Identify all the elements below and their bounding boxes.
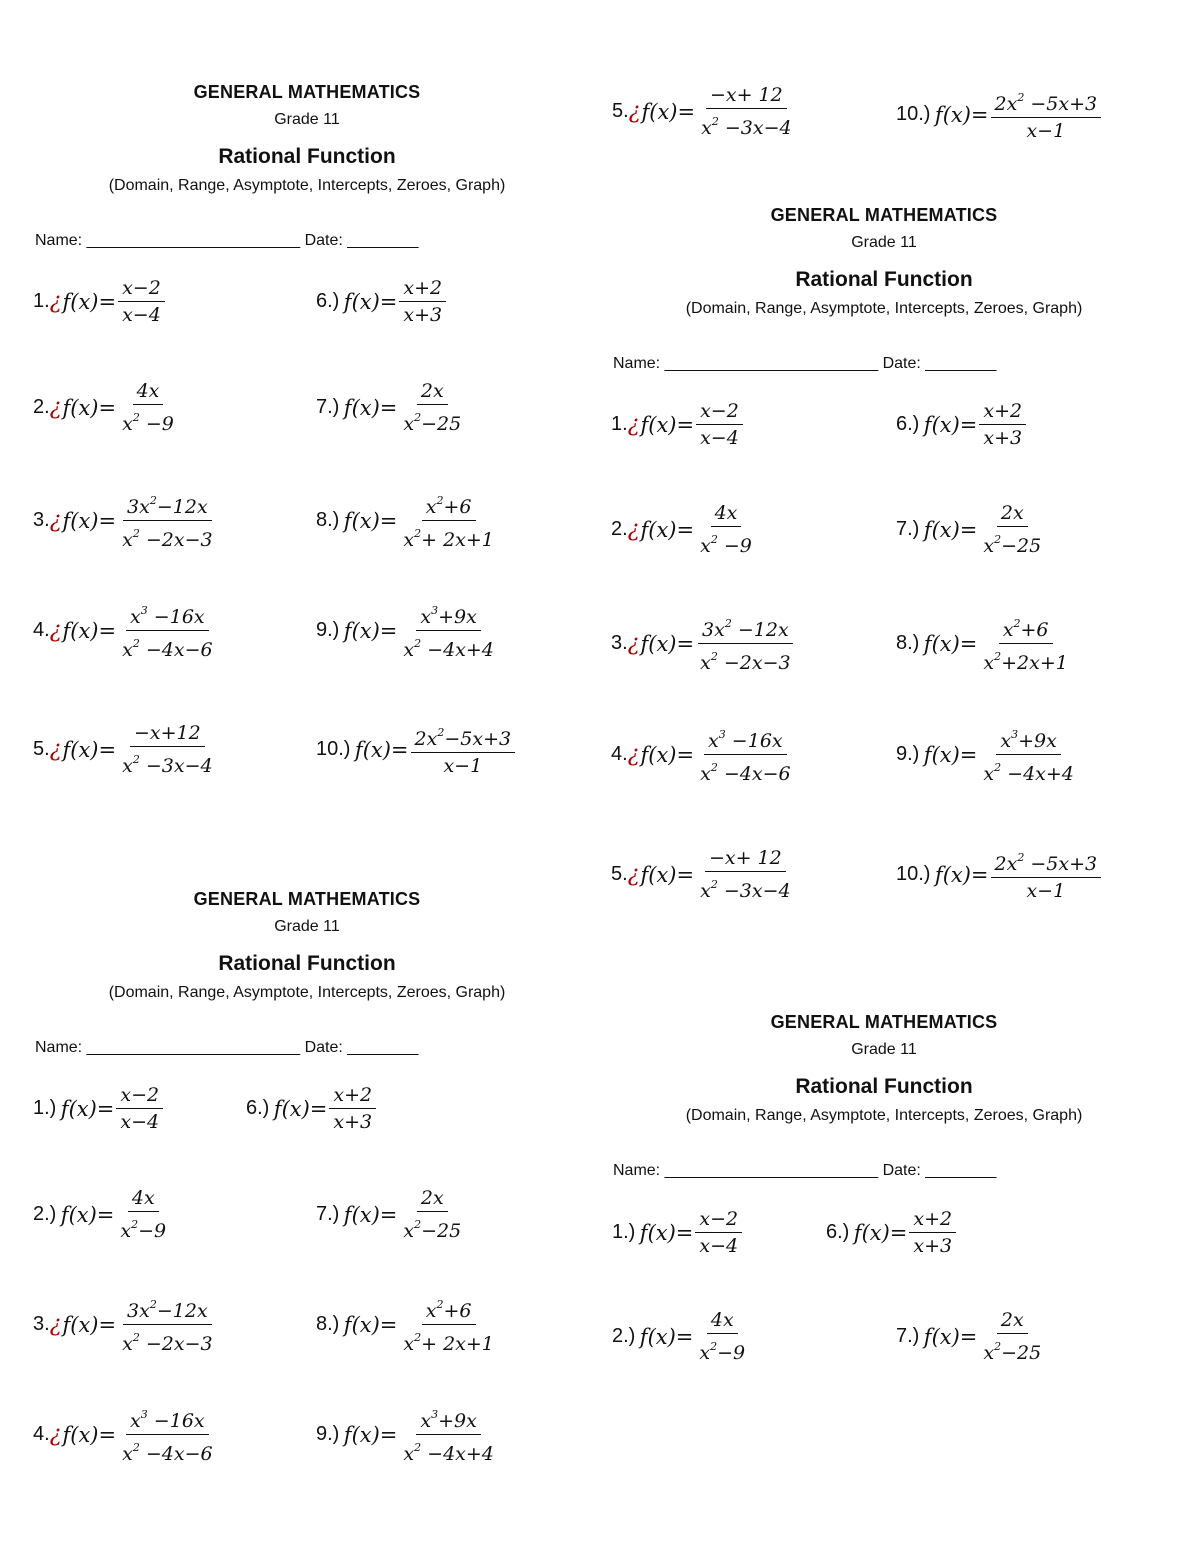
fraction (399, 378, 465, 437)
problem-1 (33, 1082, 163, 1135)
numerator: x+2 (979, 398, 1026, 425)
problem-number: 5. (33, 738, 50, 760)
problem-1 (612, 1206, 742, 1259)
function-label: f(x)= (60, 1202, 115, 1227)
problem-number: 5. (611, 863, 628, 885)
fraction (118, 275, 165, 328)
denominator: $x^2 -3x-4$ (701, 115, 792, 139)
function-label: f(x)= (62, 1312, 117, 1337)
header-topic: Rational Function (218, 145, 396, 168)
fraction (696, 500, 756, 559)
fraction (979, 500, 1045, 559)
problem-3 (33, 1292, 217, 1357)
problem-1 (33, 275, 165, 328)
top-fragment-problem-10 (896, 85, 1101, 144)
problem-4 (33, 598, 217, 663)
denominator: $x^2 -4x-6$ (122, 1441, 213, 1465)
problem-2 (611, 500, 756, 559)
problem-number: 6.) (246, 1097, 270, 1119)
denominator: $x^2 -3x-4$ (122, 753, 213, 777)
numerator: $2x^2 -5x+3$ (991, 845, 1102, 878)
function-label: f(x)= (923, 742, 978, 767)
problem-5 (33, 720, 217, 779)
function-label: f(x)= (343, 1312, 398, 1337)
fraction (399, 1292, 498, 1357)
denominator: x+3 (983, 427, 1023, 449)
numerator: $x^3 -16x$ (126, 598, 209, 631)
numerator: $x^3+9x$ (416, 1402, 480, 1435)
fraction (118, 1292, 217, 1357)
denominator: $x^2 -9$ (122, 411, 174, 435)
problem-number: 10.) (316, 738, 351, 760)
function-label: f(x)= (62, 737, 117, 762)
missing-glyph-mark: ¿ (627, 517, 640, 542)
missing-glyph-mark: ¿ (49, 618, 62, 643)
header-grade: Grade 11 (851, 1041, 917, 1058)
problem-8 (896, 611, 1072, 676)
function-label: f(x)= (343, 1422, 398, 1447)
fraction (118, 720, 217, 779)
missing-glyph-mark: ¿ (49, 508, 62, 533)
numerator: x+2 (329, 1082, 376, 1109)
problem-number: 9.) (896, 743, 920, 765)
problem-number: 6.) (316, 290, 340, 312)
denominator: x−1 (1026, 120, 1066, 142)
function-label: f(x)= (343, 1202, 398, 1227)
name-date-line: Name: ________________________ Date: ________ (35, 232, 419, 249)
header-subtitle: (Domain, Range, Asymptote, Intercepts, Zeroes, Graph) (108, 984, 506, 1001)
missing-glyph-mark: ¿ (628, 99, 641, 124)
problem-number: 1.) (612, 1221, 636, 1243)
function-label: f(x)= (934, 862, 989, 887)
numerator: 2x (417, 1185, 448, 1212)
name-date-line: Name: ________________________ Date: ________ (613, 1162, 997, 1179)
problem-number: 3. (33, 1313, 50, 1335)
function-label: f(x)= (640, 862, 695, 887)
numerator: 2x (417, 378, 448, 405)
problem-9 (896, 722, 1078, 787)
numerator: $3x^2-12x$ (123, 488, 212, 521)
denominator: x−1 (443, 755, 483, 777)
fraction (979, 398, 1026, 451)
function-label: f(x)= (641, 99, 696, 124)
fraction (991, 845, 1102, 904)
header-title: GENERAL MATHEMATICS (193, 82, 421, 102)
header-title: GENERAL MATHEMATICS (193, 889, 421, 909)
problem-7 (316, 1185, 465, 1244)
numerator: −x+ 12 (706, 82, 787, 109)
denominator: $x^2+ 2x+1$ (403, 527, 494, 551)
problem-2 (612, 1307, 749, 1366)
function-label: f(x)= (62, 508, 117, 533)
fraction (329, 1082, 376, 1135)
problem-number: 4. (33, 619, 50, 641)
numerator: −x+12 (130, 720, 205, 747)
problem-number: 6.) (896, 413, 920, 435)
numerator: x−2 (118, 275, 165, 302)
missing-glyph-mark: ¿ (627, 631, 640, 656)
numerator: $x^2+6$ (422, 488, 476, 521)
denominator: $x^2-25$ (403, 1218, 462, 1242)
function-label: f(x)= (62, 395, 117, 420)
header-topic: Rational Function (795, 268, 973, 291)
denominator: x−4 (122, 304, 161, 326)
problem-number: 7.) (316, 396, 340, 418)
fraction (118, 378, 178, 437)
problem-number: 9.) (316, 619, 340, 641)
numerator: 4x (128, 1185, 159, 1212)
numerator: 4x (133, 378, 164, 405)
denominator: x+3 (333, 1111, 373, 1133)
denominator: $x^2-25$ (983, 1340, 1042, 1364)
problem-2 (33, 1185, 170, 1244)
worksheet-block-a (27, 82, 587, 802)
missing-glyph-mark: ¿ (49, 1312, 62, 1337)
function-label: f(x)= (923, 1324, 978, 1349)
problem-7 (896, 1307, 1045, 1366)
fraction (399, 1402, 498, 1467)
denominator: x−4 (700, 427, 739, 449)
problem-number: 2. (33, 396, 50, 418)
name-date-line: Name: ________________________ Date: ________ (35, 1039, 419, 1056)
header-grade: Grade 11 (851, 234, 917, 251)
numerator: x−2 (116, 1082, 163, 1109)
problem-10 (896, 845, 1101, 904)
function-label: f(x)= (853, 1220, 908, 1245)
fraction (979, 611, 1071, 676)
problem-4 (33, 1402, 217, 1467)
missing-glyph-mark: ¿ (627, 742, 640, 767)
header-grade: Grade 11 (274, 111, 340, 128)
problem-number: 5. (612, 100, 629, 122)
numerator: 4x (711, 500, 742, 527)
numerator: $x^3 -16x$ (704, 722, 787, 755)
problem-number: 6.) (826, 1221, 850, 1243)
problem-number: 9.) (316, 1423, 340, 1445)
numerator: $x^3+9x$ (416, 598, 480, 631)
problem-number: 2.) (33, 1203, 57, 1225)
header-topic: Rational Function (795, 1075, 973, 1098)
function-label: f(x)= (640, 742, 695, 767)
numerator: $x^2+6$ (422, 1292, 476, 1325)
fraction (696, 611, 795, 676)
numerator: 4x (707, 1307, 738, 1334)
fraction (979, 722, 1078, 787)
header-title: GENERAL MATHEMATICS (770, 205, 998, 225)
numerator: $3x^2-12x$ (123, 1292, 212, 1325)
header-title: GENERAL MATHEMATICS (770, 1012, 998, 1032)
problem-number: 7.) (316, 1203, 340, 1225)
fraction (991, 85, 1102, 144)
denominator: $x^2 -4x+4$ (403, 637, 494, 661)
problem-number: 1. (33, 290, 50, 312)
denominator: $x^2 -2x-3$ (122, 527, 213, 551)
problem-number: 3. (33, 509, 50, 531)
fraction (399, 1185, 465, 1244)
denominator: x−4 (699, 1235, 739, 1257)
function-label: f(x)= (640, 517, 695, 542)
problem-2 (33, 378, 178, 437)
numerator: $2x^2 -5x+3$ (991, 85, 1102, 118)
function-label: f(x)= (923, 517, 978, 542)
function-label: f(x)= (62, 618, 117, 643)
numerator: x+2 (399, 275, 446, 302)
denominator: $x^2+2x+1$ (983, 650, 1068, 674)
problem-1 (611, 398, 743, 451)
problem-8 (316, 488, 498, 553)
problem-3 (33, 488, 217, 553)
denominator: x+3 (403, 304, 443, 326)
problem-number: 7.) (896, 518, 920, 540)
denominator: $x^2 -3x-4$ (700, 878, 791, 902)
header-topic: Rational Function (218, 952, 396, 975)
problem-6 (826, 1206, 956, 1259)
function-label: f(x)= (923, 412, 978, 437)
function-label: f(x)= (923, 631, 978, 656)
header-subtitle: (Domain, Range, Asymptote, Intercepts, Zeroes, Graph) (685, 1107, 1083, 1124)
denominator: $x^2 -4x+4$ (983, 761, 1074, 785)
denominator: $x^2 -9$ (700, 533, 752, 557)
problem-number: 8.) (316, 509, 340, 531)
problem-4 (611, 722, 795, 787)
function-label: f(x)= (343, 289, 398, 314)
header-subtitle: (Domain, Range, Asymptote, Intercepts, Zeroes, Graph) (685, 300, 1083, 317)
problem-7 (316, 378, 465, 437)
fraction (399, 488, 498, 553)
missing-glyph-mark: ¿ (49, 1422, 62, 1447)
function-label: f(x)= (343, 618, 398, 643)
problem-number: 10.) (896, 103, 931, 125)
numerator: $2x^2-5x+3$ (411, 720, 516, 753)
fraction (116, 1185, 170, 1244)
problem-10 (316, 720, 515, 779)
fraction (695, 1206, 742, 1259)
problem-number: 4. (33, 1423, 50, 1445)
header-grade: Grade 11 (274, 918, 340, 935)
problem-number: 8.) (896, 632, 920, 654)
problem-6 (316, 275, 446, 328)
denominator: $x^2-25$ (983, 533, 1042, 557)
function-label: f(x)= (640, 412, 695, 437)
problem-number: 4. (611, 743, 628, 765)
top-fragment-problem-5 (612, 82, 796, 141)
numerator: 2x (997, 1307, 1028, 1334)
numerator: $x^3 -16x$ (126, 1402, 209, 1435)
numerator: x−2 (695, 1206, 742, 1233)
numerator: x+2 (909, 1206, 956, 1233)
problem-8 (316, 1292, 498, 1357)
problem-9 (316, 598, 498, 663)
function-label: f(x)= (640, 631, 695, 656)
denominator: $x^2-9$ (120, 1218, 167, 1242)
problem-9 (316, 1402, 498, 1467)
fraction (695, 1307, 749, 1366)
function-label: f(x)= (60, 1096, 115, 1121)
fraction (696, 722, 795, 787)
denominator: $x^2 -2x-3$ (700, 650, 791, 674)
fraction (696, 845, 795, 904)
denominator: $x^2 -4x+4$ (403, 1441, 494, 1465)
function-label: f(x)= (62, 289, 117, 314)
missing-glyph-mark: ¿ (627, 412, 640, 437)
function-label: f(x)= (639, 1324, 694, 1349)
denominator: $x^2 -4x-6$ (700, 761, 791, 785)
function-label: f(x)= (343, 508, 398, 533)
fraction (116, 1082, 163, 1135)
name-date-line: Name: ________________________ Date: ________ (613, 355, 997, 372)
fraction (697, 82, 796, 141)
problem-number: 1. (611, 413, 628, 435)
missing-glyph-mark: ¿ (49, 395, 62, 420)
worksheet-header (604, 1012, 1164, 1125)
problem-number: 3. (611, 632, 628, 654)
fraction (399, 598, 498, 663)
fraction (399, 275, 446, 328)
fraction (979, 1307, 1045, 1366)
denominator: $x^2 -4x-6$ (122, 637, 213, 661)
denominator: $x^2-9$ (699, 1340, 746, 1364)
problem-6 (246, 1082, 376, 1135)
numerator: −x+ 12 (705, 845, 786, 872)
denominator: x−1 (1026, 880, 1066, 902)
problem-number: 2. (611, 518, 628, 540)
fraction (118, 1402, 217, 1467)
worksheet-header (604, 205, 1164, 318)
problem-6 (896, 398, 1026, 451)
problem-number: 10.) (896, 863, 931, 885)
fraction (118, 598, 217, 663)
function-label: f(x)= (343, 395, 398, 420)
numerator: x−2 (696, 398, 743, 425)
function-label: f(x)= (934, 102, 989, 127)
denominator: x−4 (120, 1111, 160, 1133)
fraction (696, 398, 743, 451)
fraction (909, 1206, 956, 1259)
denominator: $x^2+ 2x+1$ (403, 1331, 494, 1355)
function-label: f(x)= (273, 1096, 328, 1121)
problem-number: 1.) (33, 1097, 57, 1119)
function-label: f(x)= (62, 1422, 117, 1447)
numerator: $x^3+9x$ (996, 722, 1060, 755)
denominator: x+3 (913, 1235, 953, 1257)
fraction (411, 720, 516, 779)
header-subtitle: (Domain, Range, Asymptote, Intercepts, Zeroes, Graph) (108, 177, 506, 194)
function-label: f(x)= (639, 1220, 694, 1245)
function-label: f(x)= (354, 737, 409, 762)
problem-number: 8.) (316, 1313, 340, 1335)
problem-number: 7.) (896, 1325, 920, 1347)
missing-glyph-mark: ¿ (627, 862, 640, 887)
missing-glyph-mark: ¿ (49, 289, 62, 314)
numerator: 2x (997, 500, 1028, 527)
fraction (118, 488, 217, 553)
denominator: $x^2-25$ (403, 411, 462, 435)
problem-7 (896, 500, 1045, 559)
denominator: $x^2 -2x-3$ (122, 1331, 213, 1355)
problem-3 (611, 611, 795, 676)
numerator: $x^2+6$ (999, 611, 1053, 644)
worksheet-header (27, 889, 587, 1002)
worksheet-header (27, 82, 587, 195)
numerator: $3x^2 -12x$ (698, 611, 793, 644)
problem-number: 2.) (612, 1325, 636, 1347)
missing-glyph-mark: ¿ (49, 737, 62, 762)
problem-5 (611, 845, 795, 904)
